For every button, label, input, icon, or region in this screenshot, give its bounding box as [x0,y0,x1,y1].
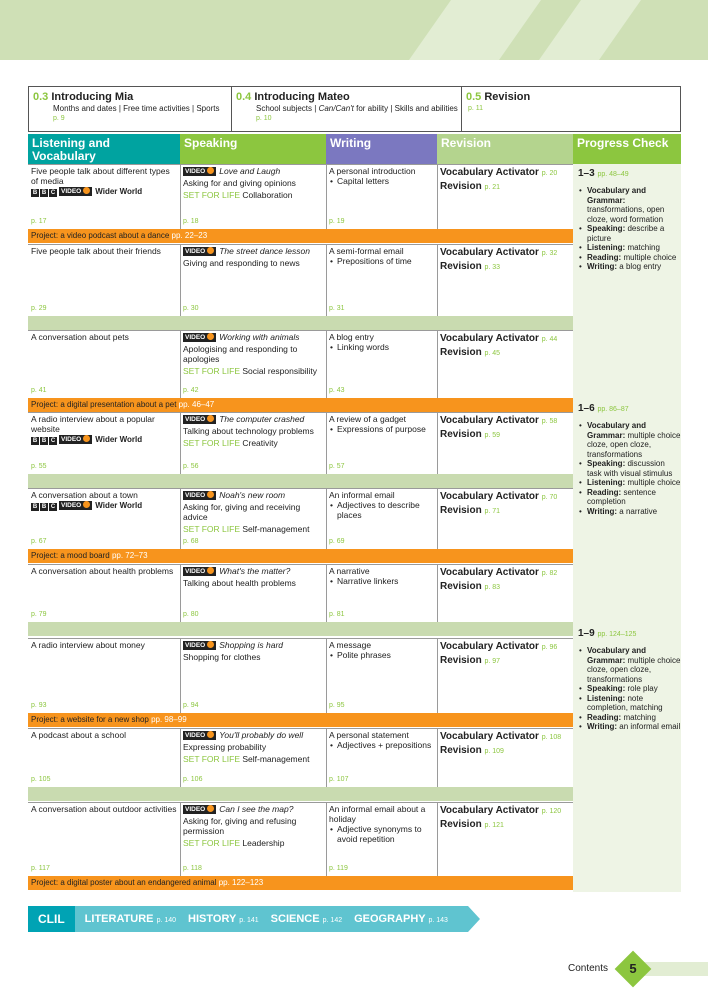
bbc-logo-icon: B B C [32,504,56,511]
page-number: 5 [629,961,637,976]
writing-text: A personal statement [329,730,409,740]
intro-unit-page: p. 10 [256,115,272,122]
row-divider [28,564,573,565]
row-divider [28,802,573,803]
unit-speaking-cell [180,728,326,787]
revision-link: Revision p. 83 [440,581,501,592]
vocabulary-activator: Vocabulary Activator p. 44 [440,333,558,344]
progress-check-item: • Vocabulary and Grammar: multiple choice cloze, open cloze, transformations [578,421,681,459]
unit-separator-band [28,316,573,330]
column-divider [180,488,181,549]
vocabulary-activator: Vocabulary Activator p. 20 [440,167,558,178]
clil-subject-page: p. 143 [428,917,448,924]
column-divider [326,244,327,316]
page-ref: p. 95 [329,702,345,709]
intro-unit-number: 0.5 [466,91,482,103]
video-line [183,566,323,576]
clil-label: CLIL [28,906,75,932]
speaking-text: Shopping for clothes [183,652,261,663]
unit-writing-cell [326,728,437,787]
bbc-wider-world: B B C VIDEO Wider World [32,501,143,511]
video-title: The computer crashed [219,414,305,424]
column-divider [437,802,438,876]
unit-speaking-cell [180,164,326,229]
bbc-wider-world: B B C VIDEO Wider World [32,187,143,197]
column-divider [437,330,438,398]
header-speaking: Speaking [180,134,326,164]
row-divider [28,412,573,413]
page-ref: p. 43 [329,387,345,394]
header-writing: Writing [326,134,437,164]
unit-revision-cell [437,164,573,229]
progress-check-item: • Writing: a narrative [578,507,681,517]
unit-separator-band [28,474,573,488]
clil-subject-page: p. 141 [239,917,259,924]
page-ref: p. 94 [183,702,199,709]
unit-listening-cell [28,728,180,787]
page-ref: p. 107 [329,776,349,783]
set-for-life: SET FOR LIFE Leadership [183,838,285,849]
video-icon: VIDEO [183,731,216,740]
unit-listening-cell [28,164,180,229]
video-line [183,640,323,650]
vocabulary-activator: Vocabulary Activator p. 58 [440,415,558,426]
column-divider [437,728,438,787]
video-line [183,246,323,256]
progress-check-list [578,421,681,516]
column-divider [326,330,327,398]
writing-bullet: • Polite phrases [329,650,434,660]
listening-text: A radio interview about money [31,640,145,650]
page-ref: p. 81 [329,611,345,618]
writing-text: A blog entry [329,332,374,342]
video-line [183,332,323,342]
video-line [183,490,323,500]
video-title: Can I see the map? [219,804,294,814]
revision-link: Revision p. 109 [440,745,504,756]
set-for-life: SET FOR LIFE Collaboration [183,190,293,201]
column-divider [180,164,181,229]
unit-writing-cell [326,412,437,474]
writing-bullet: • Adjectives to describe places [329,500,434,520]
revision-link: Revision p. 45 [440,347,501,358]
listening-text: A conversation about outdoor activities [31,804,177,814]
video-icon: VIDEO [183,167,216,176]
speaking-text: Asking for, giving and receiving advice [183,502,301,523]
unit-writing-cell [326,802,437,876]
page-ref: p. 41 [31,387,47,394]
writing-text: An informal email about a holiday [329,804,426,824]
clil-subject: HISTORY [188,913,240,925]
vocabulary-activator: Vocabulary Activator p. 120 [440,805,562,816]
listening-text: A conversation about pets [31,332,129,342]
clil-subject: GEOGRAPHY [354,913,429,925]
column-divider [326,638,327,713]
writing-bullet: • Adjective synonyms to avoid repetition [329,824,434,844]
writing-bullet: • Narrative linkers [329,576,434,586]
header-revision: Revision [437,134,573,164]
project-bar: Project: a digital poster about an endangered animal pp. 122–123 [28,876,573,890]
clil-bar [28,906,480,932]
column-divider [180,244,181,316]
progress-check-heading: 1–6 pp. 86–87 [578,403,629,414]
unit-listening-cell [28,638,180,713]
unit-writing-cell [326,244,437,316]
revision-link: Revision p. 33 [440,261,501,272]
page-ref: p. 17 [31,218,47,225]
writing-text: A semi-formal email [329,246,404,256]
unit-writing-cell [326,330,437,398]
progress-check-item: • Listening: note completion, matching [578,694,681,713]
column-divider [437,638,438,713]
unit-separator-band [28,622,573,636]
set-for-life: SET FOR LIFE Self-management [183,524,310,535]
column-divider [180,638,181,713]
vocabulary-activator: Vocabulary Activator p. 82 [440,567,558,578]
unit-writing-cell [326,164,437,229]
intro-unit-0-4 [232,87,462,131]
writing-text: An informal email [329,490,395,500]
intro-unit-page: p. 9 [53,115,65,122]
intro-units-row [28,86,681,132]
unit-speaking-cell [180,244,326,316]
vocabulary-activator: Vocabulary Activator p. 70 [440,491,558,502]
intro-unit-description: Months and dates | Free time activities | Sports [53,104,220,113]
page-ref: p. 117 [31,865,50,872]
progress-check-item: • Speaking: role play [578,684,681,694]
video-line [183,166,323,176]
unit-speaking-cell [180,638,326,713]
header-progress-check: Progress Check [573,134,681,164]
intro-unit-title: Introducing Mia [51,91,134,103]
revision-link: Revision p. 21 [440,181,501,192]
video-title: Shopping is hard [219,640,284,650]
page-ref: p. 18 [183,218,199,225]
listening-text: A radio interview about a popular website [31,414,155,434]
unit-listening-cell [28,412,180,474]
page-ref: p. 79 [31,611,47,618]
page-ref: p. 105 [31,776,51,783]
speaking-text: Apologising and responding to apologies [183,344,298,365]
page-ref: p. 69 [329,538,345,545]
unit-revision-cell [437,728,573,787]
row-divider [28,244,573,245]
set-for-life: SET FOR LIFE Self-management [183,754,310,765]
video-title: Noah's new room [219,490,286,500]
progress-check-list [578,646,681,732]
unit-listening-cell [28,802,180,876]
clil-subject: LITERATURE [84,913,157,925]
progress-check-item: • Writing: an informal email [578,722,681,732]
vocabulary-activator: Vocabulary Activator p. 108 [440,731,562,742]
unit-separator-band [28,787,573,801]
footer-label: Contents [568,963,609,974]
unit-revision-cell [437,802,573,876]
writing-bullet: • Capital letters [329,176,434,186]
intro-unit-number: 0.4 [236,91,252,103]
revision-link: Revision p. 97 [440,655,501,666]
column-divider [180,412,181,474]
project-bar: Project: a website for a new shop pp. 98–99 [28,713,573,727]
progress-check-item: • Reading: matching [578,713,681,723]
column-divider [180,802,181,876]
progress-check-item: • Reading: sentence completion [578,488,681,507]
bbc-wider-world: B B C VIDEO Wider World [32,435,143,445]
progress-check-heading: 1–3 pp. 48–49 [578,168,629,179]
set-for-life: SET FOR LIFE Creativity [183,438,278,449]
speaking-text: Talking about technology problems [183,426,314,437]
intro-unit-0-3 [29,87,232,131]
project-bar: Project: a digital presentation about a pet pp. 46–47 [28,398,573,412]
column-divider [437,564,438,622]
unit-listening-cell [28,564,180,622]
progress-check-item: • Vocabulary and Grammar: multiple choice cloze, open cloze, transformations [578,646,681,684]
revision-link: Revision p. 71 [440,505,501,516]
unit-listening-cell [28,244,180,316]
clil-subject-page: p. 142 [322,917,343,924]
progress-check-item: • Speaking: describe a picture [578,224,681,243]
unit-writing-cell [326,488,437,549]
page-ref: p. 67 [31,538,47,545]
progress-check-list [578,186,681,272]
set-for-life: SET FOR LIFE Social responsibility [183,366,318,377]
intro-unit-title: Introducing Mateo [254,91,350,103]
video-line [183,414,323,424]
writing-bullet: • Prepositions of time [329,256,434,266]
video-icon: VIDEO [183,415,216,424]
progress-check-column [573,164,681,892]
unit-revision-cell [437,330,573,398]
unit-speaking-cell [180,330,326,398]
listening-text: A conversation about health problems [31,566,174,576]
progress-check-item: • Vocabulary and Grammar: transformations, open cloze, word formation [578,186,681,224]
page-ref: p. 68 [183,538,199,545]
video-title: Working with animals [219,332,300,342]
video-icon: VIDEO [183,491,216,500]
video-icon: VIDEO [183,333,216,342]
column-divider [326,164,327,229]
column-divider [180,728,181,787]
page-ref: p. 31 [329,305,345,312]
clil-subjects [75,906,468,932]
speaking-text: Asking for, giving and refusing permission [183,816,297,837]
intro-unit-title: Revision [484,91,531,103]
row-divider [28,164,573,165]
video-title: What's the matter? [219,566,291,576]
page-ref: p. 56 [183,463,199,470]
intro-unit-0-5 [462,87,680,131]
revision-link: Revision p. 121 [440,819,504,830]
row-divider [28,728,573,729]
video-title: The street dance lesson [219,246,310,256]
column-divider [326,728,327,787]
intro-unit-page: p. 11 [468,105,484,112]
page-ref: p. 29 [31,305,47,312]
unit-revision-cell [437,244,573,316]
page-ref: p. 55 [31,463,47,470]
column-divider [326,488,327,549]
writing-text: A message [329,640,372,650]
row-divider [28,330,573,331]
unit-speaking-cell [180,564,326,622]
page-ref: p. 119 [329,865,348,872]
video-line [183,730,323,740]
listening-text: Five people talk about different types of media [31,166,170,186]
header-listening-vocabulary: Listening and Vocabulary [28,134,180,164]
vocabulary-activator: Vocabulary Activator p. 96 [440,641,558,652]
bbc-logo-icon: B B C [32,438,56,445]
column-divider [437,244,438,316]
speaking-text: Asking for and giving opinions [183,178,296,189]
writing-text: A narrative [329,566,370,576]
writing-bullet: • Expressions of purpose [329,424,434,434]
progress-check-item: • Listening: multiple choice [578,478,681,488]
unit-writing-cell [326,564,437,622]
video-icon: VIDEO [183,641,216,650]
unit-listening-cell [28,488,180,549]
column-divider [326,412,327,474]
speaking-text: Expressing probability [183,742,267,753]
video-title: You'll probably do well [219,730,304,740]
column-divider [180,564,181,622]
column-divider [326,564,327,622]
listening-text: Five people talk about their friends [31,246,161,256]
vocabulary-activator: Vocabulary Activator p. 32 [440,247,558,258]
column-divider [437,164,438,229]
page-ref: p. 42 [183,387,199,394]
column-divider [437,488,438,549]
project-bar: Project: a video podcast about a dance pp. 22–23 [28,229,573,243]
speaking-text: Talking about health problems [183,578,296,589]
video-icon: VIDEO [59,501,92,510]
video-icon: VIDEO [59,435,92,444]
progress-check-item: • Listening: matching [578,243,681,253]
bbc-logo-icon: B B C [32,190,56,197]
listening-text: A conversation about a town [31,490,138,500]
row-divider [28,488,573,489]
unit-revision-cell [437,488,573,549]
page-ref: p. 19 [329,218,345,225]
progress-check-item: • Writing: a blog entry [578,262,681,272]
unit-speaking-cell [180,488,326,549]
video-icon: VIDEO [59,187,92,196]
unit-writing-cell [326,638,437,713]
column-divider [437,412,438,474]
column-divider [180,330,181,398]
video-icon: VIDEO [183,247,216,256]
progress-check-item: • Reading: multiple choice [578,253,681,263]
unit-revision-cell [437,564,573,622]
clil-subject: SCIENCE [270,913,323,925]
unit-speaking-cell [180,802,326,876]
page-ref: p. 118 [183,865,202,872]
page-ref: p. 80 [183,611,199,618]
progress-check-item: • Speaking: discussion task with visual stimulus [578,459,681,478]
writing-text: A personal introduction [329,166,416,176]
writing-text: A review of a gadget [329,414,407,424]
listening-text: A podcast about a school [31,730,126,740]
writing-bullet: • Linking words [329,342,434,352]
progress-check-heading: 1–9 pp. 124–125 [578,628,637,639]
video-icon: VIDEO [183,805,216,814]
speaking-text: Giving and responding to news [183,258,300,269]
video-icon: VIDEO [183,567,216,576]
page-ref: p. 30 [183,305,199,312]
unit-revision-cell [437,638,573,713]
intro-unit-description: School subjects | Can/Can't for ability | Skills and abilities [256,104,458,113]
clil-arrow-icon [468,906,480,932]
clil-subject-page: p. 140 [156,917,177,924]
unit-listening-cell [28,330,180,398]
top-banner [0,0,708,60]
row-divider [28,638,573,639]
project-bar: Project: a mood board pp. 72–73 [28,549,573,563]
writing-bullet: • Adjectives + prepositions [329,740,434,750]
page-ref: p. 93 [31,702,47,709]
page-ref: p. 106 [183,776,203,783]
intro-unit-number: 0.3 [33,91,49,103]
video-line [183,804,323,814]
unit-revision-cell [437,412,573,474]
column-divider [326,802,327,876]
video-title: Love and Laugh [219,166,281,176]
page-ref: p. 57 [329,463,345,470]
unit-speaking-cell [180,412,326,474]
revision-link: Revision p. 59 [440,429,501,440]
